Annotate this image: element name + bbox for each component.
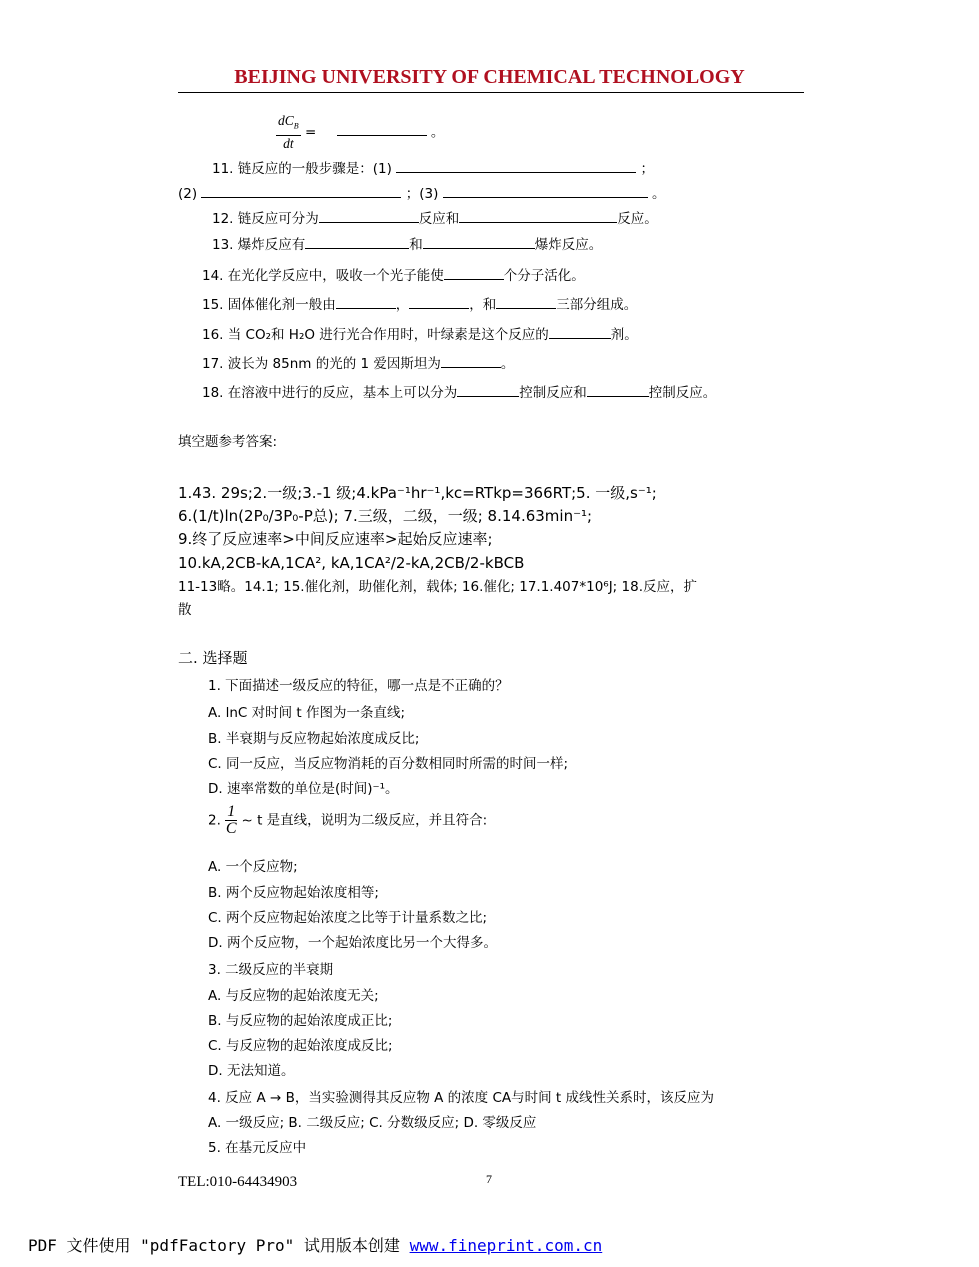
choice-line: C. 与反应物的起始浓度成反比;	[208, 1038, 393, 1054]
choice-line: 1. 下面描述一级反应的特征，哪一点是不正确的？	[208, 678, 509, 694]
q2-fraction	[225, 804, 237, 837]
choice-line: A. 一级反应; B. 二级反应; C. 分数级反应; D. 零级反应	[208, 1115, 537, 1131]
q18-blank-1[interactable]	[457, 384, 519, 397]
fineprint-link[interactable]: www.fineprint.com.cn	[409, 1236, 603, 1255]
rate-fraction	[276, 113, 301, 152]
q11-blank-1[interactable]	[396, 160, 636, 173]
q12-blank-1[interactable]	[319, 210, 419, 223]
question-11	[212, 160, 654, 177]
answers-line-5: 11-13略。14.1; 15.催化剂，助催化剂，载体; 16.催化; 17.1.407*10⁶J; 18.反应，扩	[178, 579, 697, 595]
choice-line: D. 速率常数的单位是(时间)⁻¹。	[208, 781, 399, 797]
question-11-cont	[178, 185, 665, 202]
choice-line: 3. 二级反应的半衰期	[208, 962, 334, 978]
q11-blank-2[interactable]	[201, 185, 401, 198]
rate-end: 。	[430, 124, 445, 141]
q15-text: 15. 固体催化剂一般由	[202, 297, 336, 313]
choice-line: B. 与反应物的起始浓度成正比;	[208, 1013, 393, 1029]
q15-blank-3[interactable]	[496, 296, 556, 309]
q11-label-3: ；(3)	[405, 186, 439, 202]
q2-rest: ~ t 是直线，说明为二级反应，并且符合:	[241, 812, 488, 829]
q13-text: 13. 爆炸反应有	[212, 237, 306, 253]
q18-blank-2[interactable]	[587, 384, 649, 397]
q17-blank[interactable]	[441, 355, 501, 368]
q2-numerator: 1	[227, 803, 236, 820]
q17-text: 17. 波长为 85nm 的光的 1 爱因斯坦为	[202, 356, 441, 372]
q17-end: 。	[500, 356, 515, 372]
choice-line: 4. 反应 A → B，当实验测得其反应物 A 的浓度 CA与时间 t 成线性关系时，该反应为	[208, 1090, 714, 1106]
q15-blank-1[interactable]	[336, 296, 396, 309]
q2-denominator: C	[225, 820, 237, 837]
answers-line-2: 6.(1/t)ln(2P₀/3P₀-P总); 7.三级，二级，一级; 8.14.63min⁻¹;	[178, 507, 593, 525]
q11-end: 。	[651, 186, 666, 202]
choice-line: B. 半衰期与反应物起始浓度成反比;	[208, 731, 420, 747]
answers-line-3: 9.终了反应速率>中间反应速率>起始反应速率;	[178, 530, 493, 548]
choice-line: 5. 在基元反应中	[208, 1140, 307, 1156]
q15-end: 三部分组成。	[556, 297, 638, 313]
rate-denominator: dt	[283, 135, 294, 151]
choice-section-title: 二. 选择题	[178, 649, 248, 667]
q18-text: 18. 在溶液中进行的反应，基本上可以分为	[202, 385, 458, 401]
answers-title: 填空题参考答案:	[178, 434, 278, 450]
rate-numerator: dC	[278, 113, 294, 128]
choice-line: C. 两个反应物起始浓度之比等于计量系数之比;	[208, 910, 488, 926]
question-14	[202, 267, 585, 284]
page-number: 7	[486, 1172, 492, 1186]
question-12	[212, 210, 658, 227]
choice-line: A. 一个反应物;	[208, 859, 298, 875]
rate-equals: =	[304, 124, 317, 141]
question-18	[202, 384, 716, 401]
question-16	[202, 326, 638, 343]
answers-line-6: 散	[178, 602, 192, 618]
q14-blank[interactable]	[444, 267, 504, 280]
q2-prefix: 2.	[208, 812, 221, 829]
rate-blank[interactable]	[337, 123, 427, 136]
rate-subscript: B	[293, 121, 299, 131]
choice-line: A. lnC 对时间 t 作图为一条直线;	[208, 705, 406, 721]
university-header: BEIJING UNIVERSITY OF CHEMICAL TECHNOLOGY	[234, 66, 745, 88]
q12-blank-2[interactable]	[459, 210, 617, 223]
q15-sep-1: ，	[395, 297, 410, 313]
q14-text: 14. 在光化学反应中，吸收一个光子能使	[202, 268, 444, 284]
answers-line-1: 1.43. 29s;2.一级;3.-1 级;4.kPa⁻¹hr⁻¹,kc=RTkp=366RT;5. 一级,s⁻¹;	[178, 484, 657, 502]
question-13	[212, 236, 602, 253]
choice-line: A. 与反应物的起始浓度无关;	[208, 988, 379, 1004]
q11-label-2: (2)	[178, 186, 198, 202]
q18-end: 控制反应。	[648, 385, 717, 401]
q11-blank-3[interactable]	[443, 185, 648, 198]
choice-line: D. 无法知道。	[208, 1063, 295, 1079]
q15-blank-2[interactable]	[409, 296, 469, 309]
q13-blank-1[interactable]	[305, 236, 409, 249]
q13-mid: 和	[409, 237, 423, 253]
q11-text: 11. 链反应的一般步骤是：(1)	[212, 161, 392, 177]
q12-mid: 反应和	[418, 211, 460, 227]
pdf-footer	[28, 1233, 602, 1256]
question-15	[202, 296, 637, 313]
q13-blank-2[interactable]	[423, 236, 535, 249]
choice-line: C. 同一反应，当反应物消耗的百分数相同时所需的时间一样;	[208, 756, 569, 772]
footer-tel: TEL:010-64434903	[178, 1174, 298, 1190]
question-2	[208, 804, 487, 837]
q16-end: 剂。	[610, 327, 638, 343]
q12-end: 反应。	[617, 211, 658, 227]
question-17	[202, 355, 514, 372]
answers-line-4: 10.kA,2CB-kA,1CA², kA,1CA²/2-kA,2CB/2-kBCB	[178, 554, 525, 572]
choice-line: B. 两个反应物起始浓度相等;	[208, 885, 379, 901]
q11-sep: ；	[640, 161, 654, 177]
q14-end: 个分子活化。	[503, 268, 585, 284]
q16-text: 16. 当 CO₂和 H₂O 进行光合作用时，叶绿素是这个反应的	[202, 327, 549, 343]
q15-sep-2: ，和	[469, 297, 497, 313]
rate-expression	[276, 113, 444, 152]
q13-end: 爆炸反应。	[534, 237, 603, 253]
q12-text: 12. 链反应可分为	[212, 211, 319, 227]
q16-blank[interactable]	[549, 326, 611, 339]
q18-mid: 控制反应和	[519, 385, 587, 401]
choice-line: D. 两个反应物，一个起始浓度比另一个大得多。	[208, 935, 497, 951]
header-rule	[178, 92, 804, 93]
pdf-note: PDF 文件使用 "pdfFactory Pro" 试用版本创建	[28, 1236, 400, 1255]
